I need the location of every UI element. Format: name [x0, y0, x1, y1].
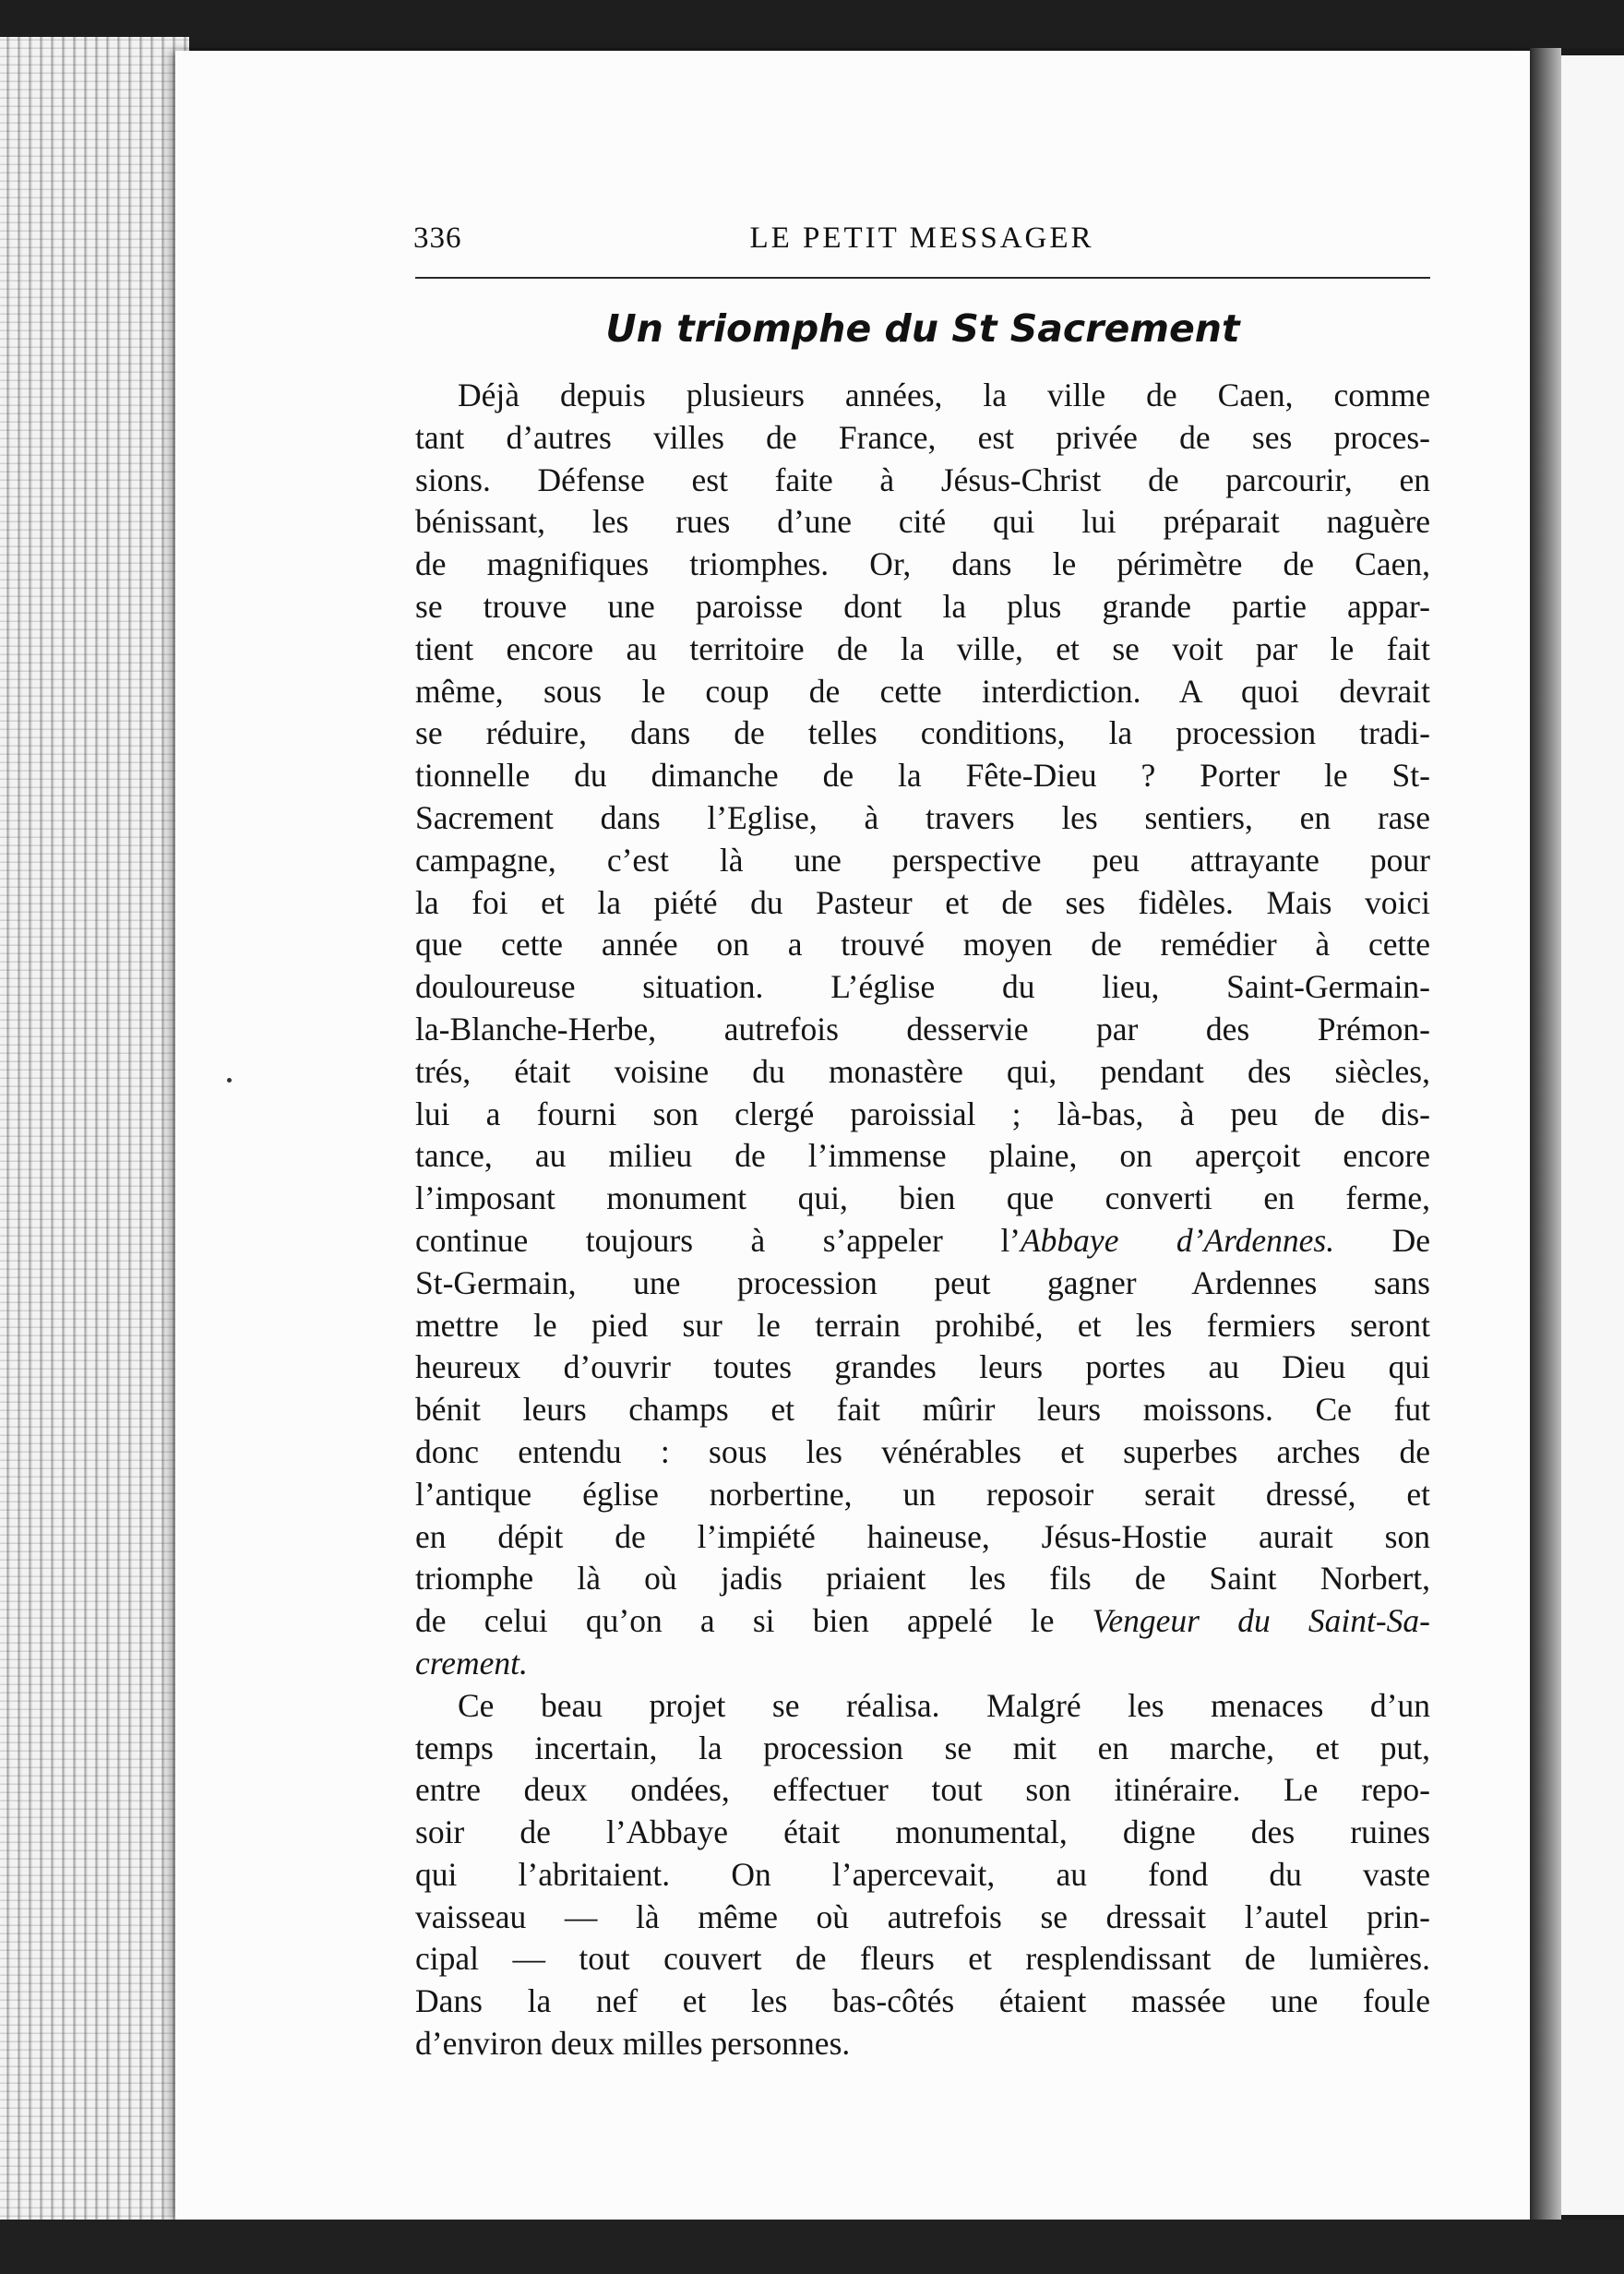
text-line: tance, au milieu de l’immense plaine, on aperçoit encore: [415, 1137, 1430, 1175]
text-line-vengeur: [415, 1600, 1430, 1643]
text-line: campagne, c’est là une perspective peu attrayante pour: [415, 841, 1430, 879]
italic-crement: crement.: [415, 1644, 528, 1682]
text-line: heureux d’ouvrir toutes grandes leurs portes au Dieu qui: [415, 1348, 1430, 1386]
text-line: temps incertain, la procession se mit en marche, et put,: [415, 1729, 1430, 1766]
text-line: l’antique église norbertine, un reposoir serait dressé, et: [415, 1475, 1430, 1513]
text-line: tant d’autres villes de France, est privée de ses proces-: [415, 418, 1430, 456]
text-line: l’imposant monument qui, bien que converti en ferme,: [415, 1179, 1430, 1217]
text-line: trés, était voisine du monastère qui, pendant des siècles,: [415, 1052, 1430, 1090]
text-segment: de celui qu’on a si bien appelé le: [415, 1602, 1093, 1640]
text-line: cipal — tout couvert de fleurs et resplendissant de lumières.: [415, 1940, 1430, 1978]
text-line: Sacrement dans l’Eglise, à travers les sentiers, en rase: [415, 798, 1430, 836]
text-line: se réduire, dans de telles conditions, la procession tradi-: [415, 714, 1430, 752]
text-line: bénit leurs champs et fait mûrir leurs moissons. Ce fut: [415, 1391, 1430, 1429]
text-line: se trouve une paroisse dont la plus grande partie appar-: [415, 587, 1430, 625]
running-title: LE PETIT MESSAGER: [749, 221, 1094, 255]
running-head: [413, 221, 1430, 271]
text-line-abbaye: [415, 1220, 1430, 1263]
text-line: soir de l’Abbaye était monumental, digne des ruines: [415, 1813, 1430, 1851]
text-line: Déjà depuis plusieurs années, la ville de Caen, comme: [458, 377, 1430, 413]
scan-top-border: [0, 0, 1624, 48]
italic-vengeur: Vengeur du Saint-Sa-: [1092, 1602, 1431, 1640]
text-line: tient encore au territoire de la ville, et se voit par le fait: [415, 629, 1430, 667]
book-gutter: [1530, 48, 1561, 2226]
scan-speck: [227, 1078, 232, 1083]
header-rule: [415, 277, 1430, 279]
text-line: la foi et la piété du Pasteur et de ses fidèles. Mais voici: [415, 883, 1430, 921]
facing-page-edge: [1561, 55, 1624, 2215]
book-page-edges: [0, 37, 189, 2233]
text-line: Ce beau projet se réalisa. Malgré les menaces d’un: [458, 1686, 1430, 1724]
text-line: de magnifiques triomphes. Or, dans le périmètre de Caen,: [415, 545, 1430, 583]
text-line: bénissant, les rues d’une cité qui lui préparait naguère: [415, 503, 1430, 541]
text-line: triomphe là où jadis priaient les fils de Saint Norbert,: [415, 1560, 1430, 1598]
text-line: entre deux ondées, effectuer tout son itinéraire. Le repo-: [415, 1771, 1430, 1809]
text-line-end-paragraph: [415, 1643, 1430, 1685]
text-line: sions. Défense est faite à Jésus-Christ de parcourir, en: [415, 461, 1430, 498]
article-title: Un triomphe du St Sacrement: [605, 306, 1240, 351]
italic-abbaye: Abbaye d’Ardennes.: [1021, 1221, 1335, 1259]
text-line: donc entendu : sous les vénérables et superbes arches de: [415, 1432, 1430, 1470]
text-line: Dans la nef et les bas-côtés étaient massée une foule: [415, 1982, 1430, 2020]
page-number: 336: [413, 221, 462, 255]
text-line: lui a fourni son clergé paroissial ; là-bas, à peu de dis-: [415, 1095, 1430, 1132]
article-body: [415, 375, 1430, 2065]
text-line: vaisseau — là même où autrefois se dressait l’autel prin-: [415, 1897, 1430, 1935]
text-line: même, sous le coup de cette interdiction. A quoi devrait: [415, 672, 1430, 710]
text-line: en dépit de l’impiété haineuse, Jésus-Hostie aurait son: [415, 1517, 1430, 1555]
text-segment: De: [1334, 1221, 1430, 1259]
text-line: douloureuse situation. L’église du lieu, Saint-Germain-: [415, 968, 1430, 1006]
scan-bottom-border: [0, 2220, 1624, 2274]
text-line: qui l’abritaient. On l’apercevait, au fond du vaste: [415, 1855, 1430, 1893]
text-line: St-Germain, une procession peut gagner Ardennes sans: [415, 1263, 1430, 1301]
text-line: tionnelle du dimanche de la Fête-Dieu ? Porter le St-: [415, 757, 1430, 795]
text-line: d’environ deux milles personnes.: [415, 2025, 851, 2063]
text-segment: continue toujours à s’appeler l’: [415, 1221, 1021, 1259]
text-line: la-Blanche-Herbe, autrefois desservie par des Prémon-: [415, 1010, 1430, 1047]
text-line: mettre le pied sur le terrain prohibé, et les fermiers seront: [415, 1306, 1430, 1344]
text-line: que cette année on a trouvé moyen de remédier à cette: [415, 926, 1430, 963]
